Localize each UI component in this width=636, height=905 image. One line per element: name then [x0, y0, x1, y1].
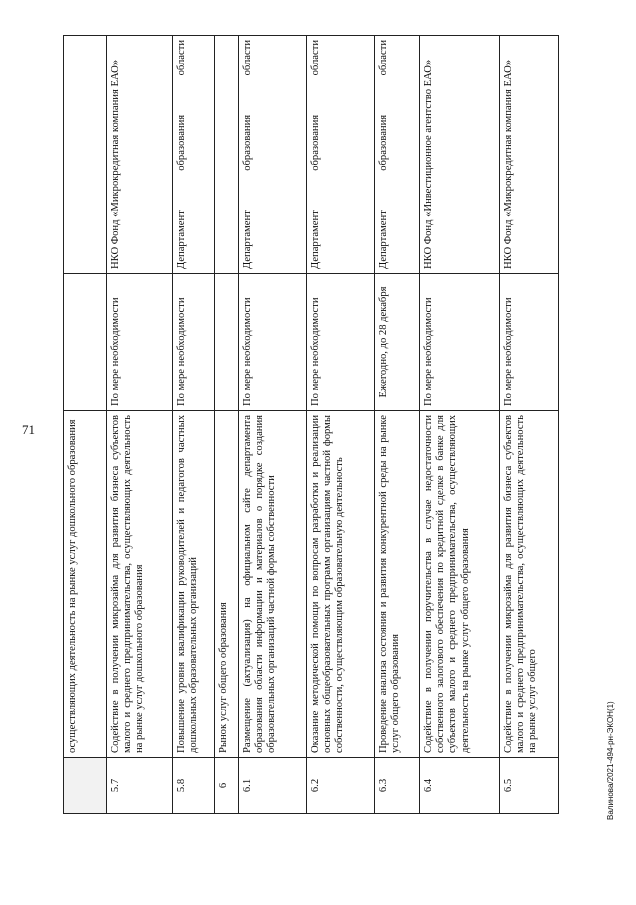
row-executor: Департамент образования области — [307, 36, 375, 274]
table-row — [64, 36, 107, 814]
row-term: Ежегодно, до 28 декабря — [375, 274, 420, 411]
table-row — [375, 36, 420, 814]
row-event: Проведение анализа состояния и развития конкурентной среды на рынке услуг общего образования — [375, 411, 420, 758]
row-event: Содействие в получении микрозайма для развития бизнеса субъектов малого и среднего предпринимательства, осуществляющих деятельность на рынке услуг дошкольного образования — [107, 411, 173, 758]
row-number: 6.3 — [375, 758, 420, 814]
row-number: 6.4 — [420, 758, 500, 814]
rotated-table-container — [63, 36, 558, 814]
row-event: Повышение уровня квалификации руководителей и педагогов частных дошкольных образовательных организаций — [173, 411, 215, 758]
row-event: Рынок услуг общего образования — [215, 411, 239, 758]
row-number: 6.5 — [500, 758, 559, 814]
row-event: Размещение (актуализация) на официальном сайте департамента образования области информации и материалов о порядке создания образовательных организаций частной формы собственности — [239, 411, 307, 758]
row-executor — [64, 36, 107, 274]
page-number: 71 — [22, 422, 35, 437]
document-reference-note: Валинова/2021-494-рн-ЭКОН(1) — [606, 701, 615, 820]
row-number: 5.7 — [107, 758, 173, 814]
row-number — [64, 758, 107, 814]
row-executor: Департамент образования области — [173, 36, 215, 274]
row-term: По мере необходимости — [307, 274, 375, 411]
row-executor: НКО Фонд «Инвестиционное агентство ЕАО» — [420, 36, 500, 274]
row-event: осуществляющих деятельность на рынке услуг дошкольного образования — [64, 411, 107, 758]
row-term: По мере необходимости — [173, 274, 215, 411]
row-term: По мере необходимости — [107, 274, 173, 411]
row-executor — [215, 36, 239, 274]
table-row — [500, 36, 559, 814]
row-event: Оказание методической помощи по вопросам разработки и реализации основных общеобразовательных программ организациям частной формы собственности, осуществляющим образовательную деятельность — [307, 411, 375, 758]
table-row — [239, 36, 307, 814]
row-term: По мере необходимости — [500, 274, 559, 411]
row-event: Содействие в получении поручительства в случае недостаточности собственного залогового обеспечения по кредитной сделке в банке для субъектов малого и среднего предпринимательства, осуществляющих деятельность на рынке услуг общего образования — [420, 411, 500, 758]
table-row — [307, 36, 375, 814]
row-executor: Департамент образования области — [375, 36, 420, 274]
row-number: 5.8 — [173, 758, 215, 814]
measures-table — [63, 35, 559, 814]
table-row — [173, 36, 215, 814]
row-number: 6 — [215, 758, 239, 814]
row-event: Содействие в получении микрозайма для развития бизнеса субъектов малого и среднего предпринимательства, осуществляющих деятельность на рынке услуг общего — [500, 411, 559, 758]
table-row — [420, 36, 500, 814]
row-executor: Департамент образования области — [239, 36, 307, 274]
row-number: 6.2 — [307, 758, 375, 814]
row-term — [215, 274, 239, 411]
row-executor: НКО Фонд «Микрокредитная компания ЕАО» — [107, 36, 173, 274]
row-term: По мере необходимости — [239, 274, 307, 411]
row-term: По мере необходимости — [420, 274, 500, 411]
table-row — [107, 36, 173, 814]
row-number: 6.1 — [239, 758, 307, 814]
table-row — [215, 36, 239, 814]
row-term — [64, 274, 107, 411]
row-executor: НКО Фонд «Микрокредитная компания ЕАО» — [500, 36, 559, 274]
